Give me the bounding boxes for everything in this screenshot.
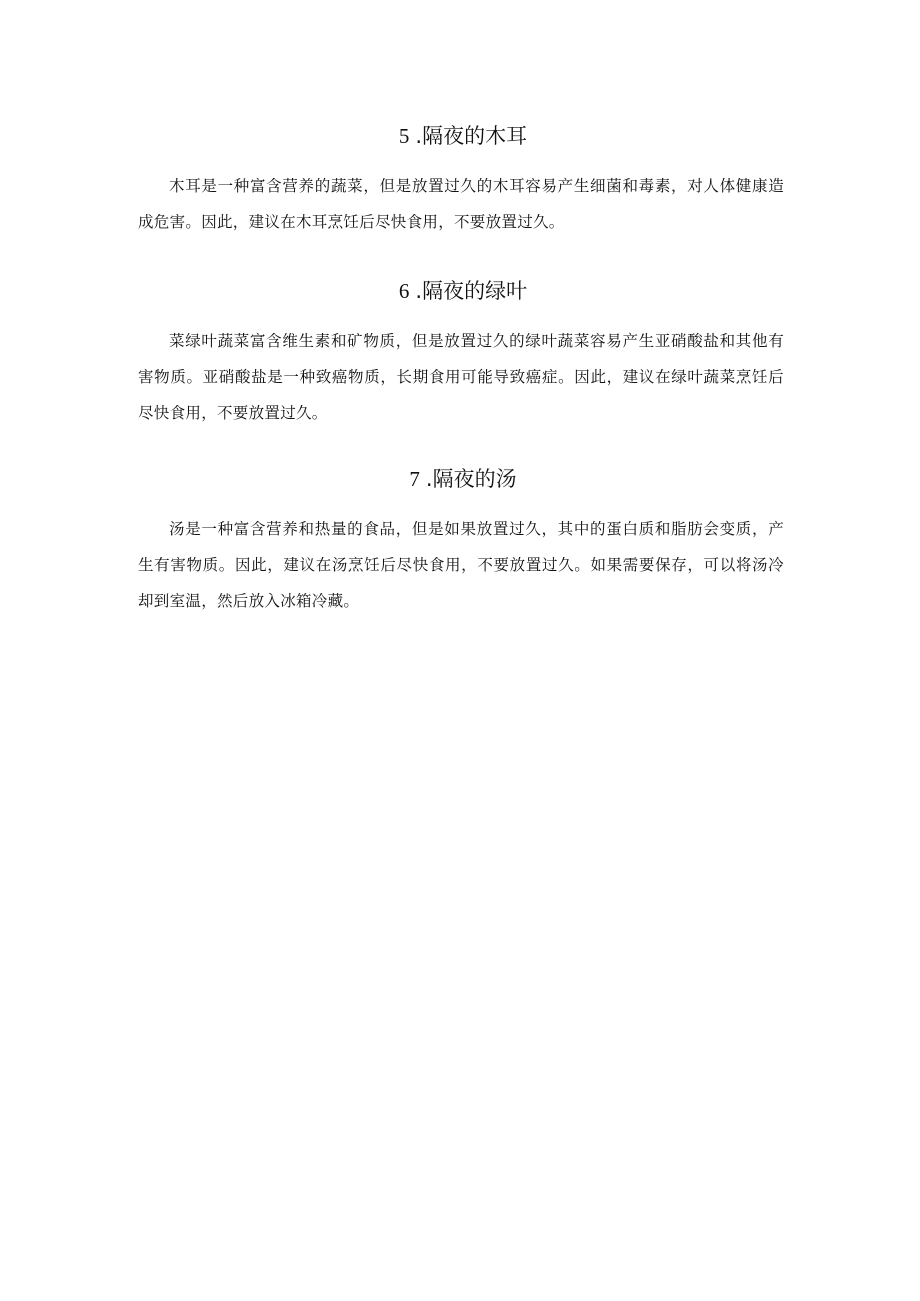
- section-overnight-wood-ear: [138, 122, 784, 240]
- section-paragraph: 木耳是一种富含营养的蔬菜，但是放置过久的木耳容易产生细菌和毒素，对人体健康造成危害。因此，建议在木耳烹饪后尽快食用，不要放置过久。: [138, 177, 784, 231]
- section-paragraph: 菜绿叶蔬菜富含维生素和矿物质，但是放置过久的绿叶蔬菜容易产生亚硝酸盐和其他有害物质。亚硝酸盐是一种致癌物质，长期食用可能导致癌症。因此，建议在绿叶蔬菜烹饪后尽快食用，不要放置过久。: [138, 332, 784, 422]
- section-title: .隔夜的汤: [425, 467, 517, 491]
- section-number: 6: [398, 279, 410, 303]
- section-heading: [138, 122, 784, 150]
- section-heading: [138, 465, 784, 493]
- section-title: .隔夜的木耳: [415, 124, 528, 148]
- section-heading: [138, 277, 784, 305]
- section-number: 5: [398, 124, 410, 148]
- section-title: .隔夜的绿叶: [415, 279, 528, 303]
- section-paragraph: 汤是一种富含营养和热量的食品，但是如果放置过久，其中的蛋白质和脂肪会变质，产生有害物质。因此，建议在汤烹饪后尽快食用，不要放置过久。如果需要保存，可以将汤冷却到室温，然后放入冰箱冷藏。: [138, 520, 784, 610]
- section-overnight-greens: [138, 277, 784, 431]
- section-overnight-soup: [138, 465, 784, 619]
- section-number: 7: [409, 467, 420, 491]
